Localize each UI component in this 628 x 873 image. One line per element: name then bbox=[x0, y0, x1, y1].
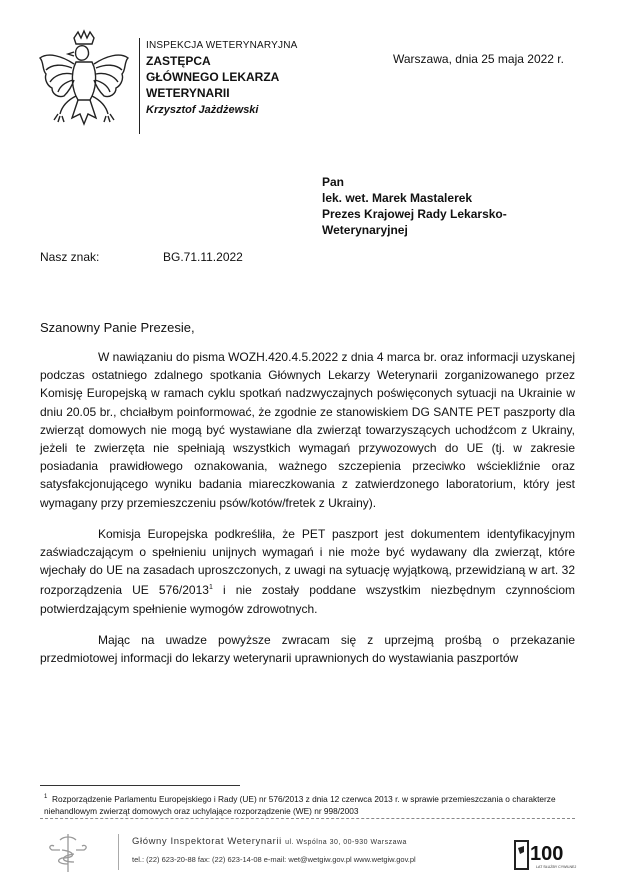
badge-text: LAT SŁUŻBY CYWILNEJ bbox=[536, 865, 577, 869]
paragraph-3: Mając na uwadze powyższe zwracam się z uprzejmą prośbą o przekazanie przedmiotowej informacji do lekarzy weterynarii uprawnionych do wystawiania paszportów bbox=[40, 632, 575, 666]
office-title-line-2: GŁÓWNEGO LEKARZA bbox=[146, 70, 280, 84]
header-divider bbox=[139, 38, 140, 134]
footnote-reference[interactable]: 1 bbox=[208, 584, 213, 592]
institution-name: INSPEKCJA WETERYNARYJNA bbox=[146, 40, 298, 51]
polish-eagle-emblem-icon bbox=[36, 30, 132, 138]
paragraph-2-continuation: i nie zostały poddane wszystkim niezbędnym czynnościom potwierdzającym spełnienie wymogów zdrowotnych. bbox=[40, 583, 575, 616]
veterinary-inspection-logo-icon bbox=[46, 832, 90, 872]
recipient-line-3: Prezes Krajowej Rady Lekarsko- bbox=[322, 207, 507, 221]
civil-service-100-badge bbox=[514, 838, 577, 872]
paragraph-1: W nawiązaniu do pisma WOZH.420.4.5.2022 z dnia 4 marca br. oraz informacji uzyskanej podczas ostatniego zdalnego spotkania Głównych Lekarzy Weterynarii zorganizowanego przez Komisję Europejską w ramach cyklu spotkań nadzwyczajnych poświęconych sytuacji na Ukrainie w dniu 20.05 br., chciałbym poinformować, że zgodnie ze stanowiskiem DG SANTE PET paszporty dla zwierząt domowych nie mogą być wystawiane dla zwierząt towarzyszących uchodźcom z Ukrainy, jeżeli te zwierzęta nie spełniają wszystkich wymagań przywozowych do UE (tj. w zakresie posiadania prawidłowego oznakowania, ważnego szczepienia przeciwko wściekliźnie oraz satysfakcjonującego wyniku badania miareczkowania z zatwierdzonego laboratorium, który jest wymagany przy przemieszczeniu psów/kotów/fretek z Ukrainy). bbox=[40, 350, 575, 510]
recipient-line-4: Weterynaryjnej bbox=[322, 223, 408, 237]
recipient-line-1: Pan bbox=[322, 175, 345, 189]
footnote-divider bbox=[40, 785, 240, 786]
footer-org: Główny Inspektorat Weterynarii bbox=[132, 836, 282, 847]
recipient-block bbox=[322, 174, 562, 238]
letter-body bbox=[40, 348, 575, 680]
paragraph-2 bbox=[40, 525, 575, 618]
footer-divider bbox=[118, 834, 119, 870]
office-title-line-1: ZASTĘPCA bbox=[146, 54, 211, 68]
footer-contact: tel.: (22) 623-20-88 fax: (22) 623-14-08 e-mail: wet@wetgiw.gov.pl www.wetgiw.gov.pl bbox=[132, 855, 416, 864]
footer-org-line bbox=[132, 836, 407, 847]
footnote bbox=[44, 791, 574, 817]
footer-separator bbox=[40, 818, 575, 819]
paragraph-2-text: Komisja Europejska podkreśliła, że PET paszport jest dokumentem identyfikacyjnym zaświadczającym o spełnieniu unijnych wymagań i nie może być wydawany dla zwierząt, które wjechały do UE na zasadach uproszczonych, z uwagi na sytuację wyjątkową, przewidzianą w art. 32 rozporządzenia UE 576/2013 bbox=[40, 526, 575, 598]
office-title-line-3: WETERYNARII bbox=[146, 86, 230, 100]
signatory-name: Krzysztof Jażdżewski bbox=[146, 104, 259, 116]
footnote-text: Rozporządzenie Parlamentu Europejskiego i Rady (UE) nr 576/2013 z dnia 12 czerwca 2013 r. w sprawie przemieszczania o charakterze niehandlowym zwierząt domowych oraz uchylające rozporządzenie (WE) nr 998/2003 bbox=[44, 793, 556, 816]
recipient-line-2: lek. wet. Marek Mastalerek bbox=[322, 191, 473, 205]
letter-date: Warszawa, dnia 25 maja 2022 r. bbox=[393, 52, 564, 66]
reference-number: BG.71.11.2022 bbox=[163, 250, 243, 264]
reference-label: Nasz znak: bbox=[40, 250, 100, 264]
badge-number: 100 bbox=[530, 843, 564, 865]
salutation: Szanowny Panie Prezesie, bbox=[40, 320, 195, 335]
footer-address: ul. Wspólna 30, 00-930 Warszawa bbox=[285, 839, 407, 846]
letterhead bbox=[146, 38, 298, 118]
footnote-marker: 1 bbox=[44, 794, 48, 800]
